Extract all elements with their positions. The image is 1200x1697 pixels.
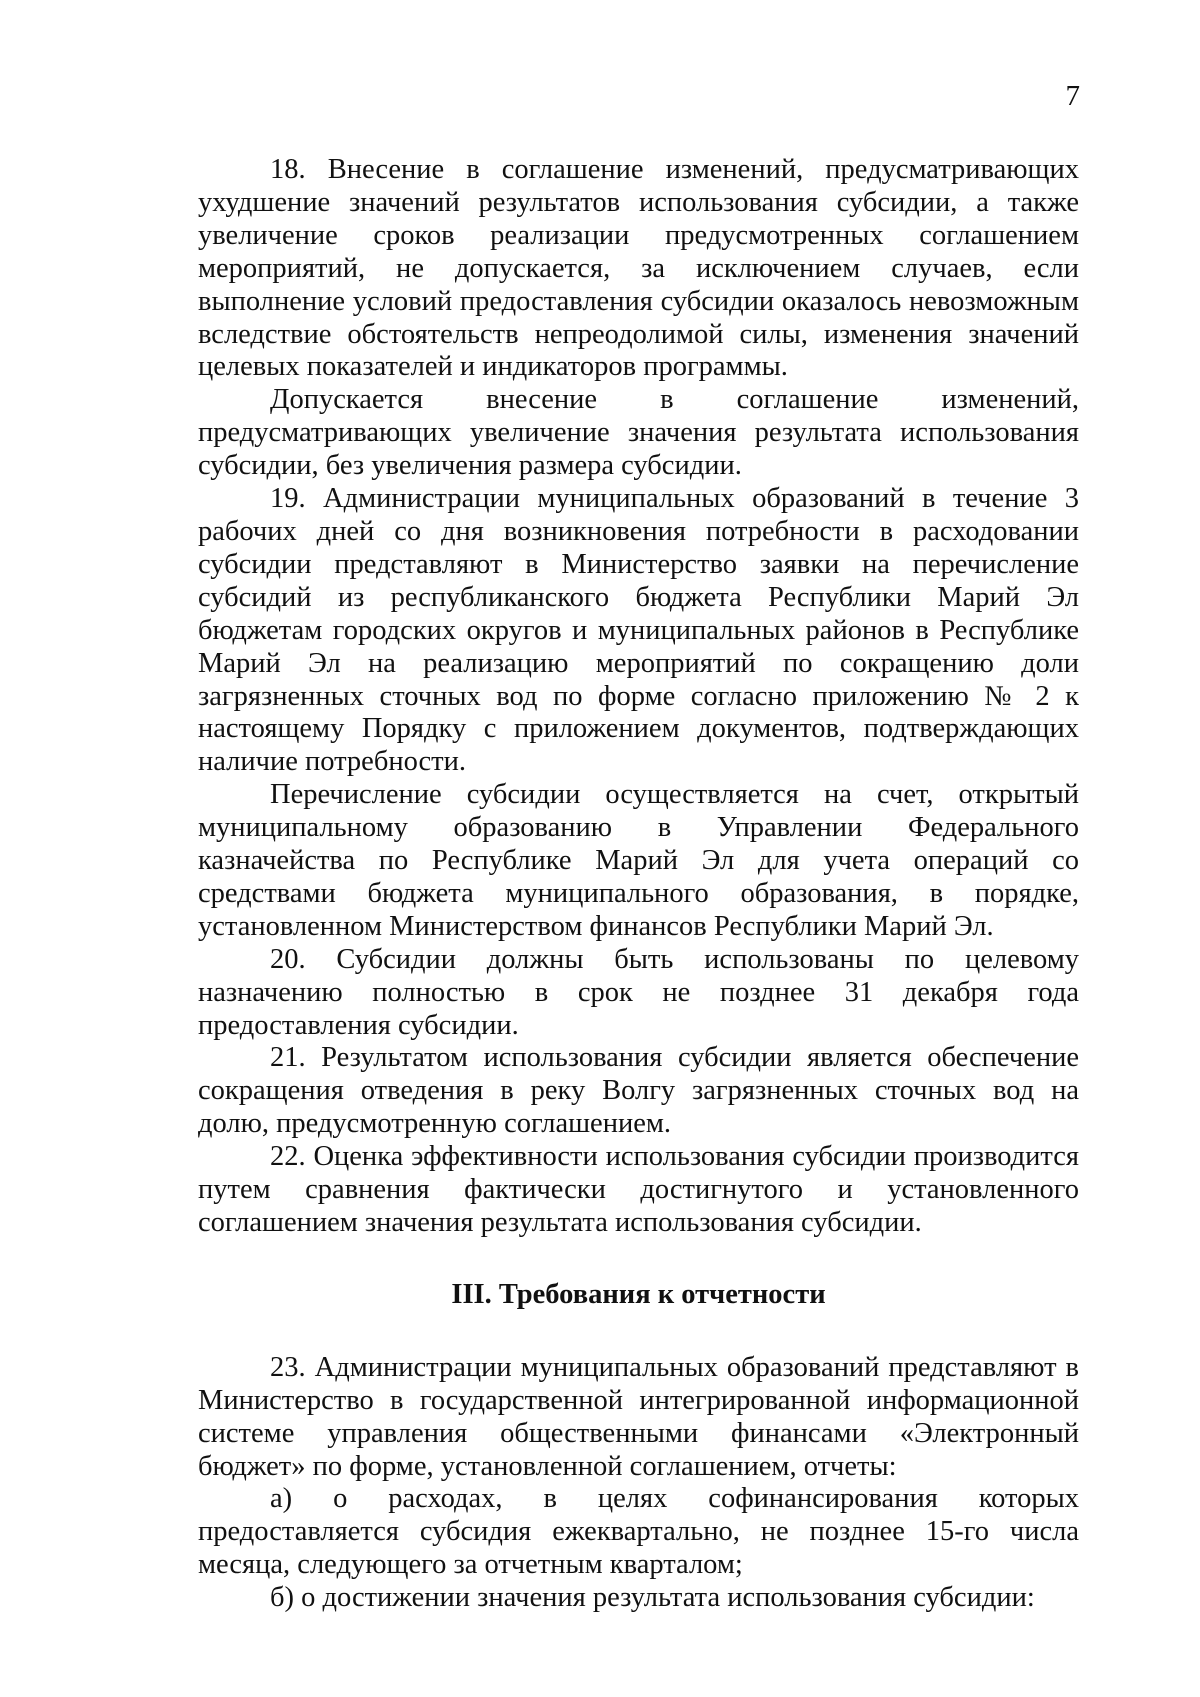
paragraph-18-amendment: Допускается внесение в соглашение изменений, предусматривающих увеличение значения результата использования субсидии, без увеличения размера субсидии. <box>198 384 1079 482</box>
document-body <box>198 154 1079 1615</box>
paragraph-19: 19. Администрации муниципальных образований в течение 3 рабочих дней со дня возникновения потребности в расходовании субсидии представляют в Министерство заявки на перечисление субсидий из республиканского бюджета Республики Марий Эл бюджетам городских округов и муниципальных районов в Республике Марий Эл на реализацию мероприятий по сокращению доли загрязненных сточных вод по форме согласно приложению № 2 к настоящему Порядку с приложением документов, подтверждающих наличие потребности. <box>198 483 1079 778</box>
paragraph-19-transfer: Перечисление субсидии осуществляется на счет, открытый муниципальному образованию в Управлении Федерального казначейства по Республике Марий Эл для учета операций со средствами бюджета муниципального образования, в порядке, установленном Министерством финансов Республики Марий Эл. <box>198 779 1079 942</box>
paragraph-22: 22. Оценка эффективности использования субсидии производится путем сравнения фактически достигнутого и установленного соглашением значения результата использования субсидии. <box>198 1141 1079 1238</box>
paragraph-23-item-b: б) о достижении значения результата использования субсидии: <box>270 1582 1035 1614</box>
section-heading: III. Требования к отчетности <box>451 1278 826 1310</box>
paragraph-21: 21. Результатом использования субсидии является обеспечение сокращения отведения в реку Волгу загрязненных сточных вод на долю, предусмотренную соглашением. <box>198 1042 1079 1140</box>
paragraph-18: 18. Внесение в соглашение изменений, предусматривающих ухудшение значений результатов использования субсидии, а также увеличение сроков реализации предусмотренных соглашением мероприятий, не допускается, за исключением случаев, если выполнение условий предоставления субсидии оказалось невозможным вследствие обстоятельств непреодолимой силы, изменения значений целевых показателей и индикаторов программы. <box>198 154 1079 383</box>
paragraph-20: 20. Субсидии должны быть использованы по целевому назначению полностью в срок не позднее 31 декабря года предоставления субсидии. <box>198 943 1079 1041</box>
page-number: 7 <box>1065 80 1080 112</box>
paragraph-23-item-a: а) о расходах, в целях софинансирования которых предоставляется субсидия ежеквартально, не позднее 15-го числа месяца, следующего за отчетным кварталом; <box>198 1483 1079 1581</box>
paragraph-23: 23. Администрации муниципальных образований представляют в Министерство в государственной интегрированной информационной системе управления общественными финансами «Электронный бюджет» по форме, установленной соглашением, отчеты: <box>198 1351 1079 1482</box>
